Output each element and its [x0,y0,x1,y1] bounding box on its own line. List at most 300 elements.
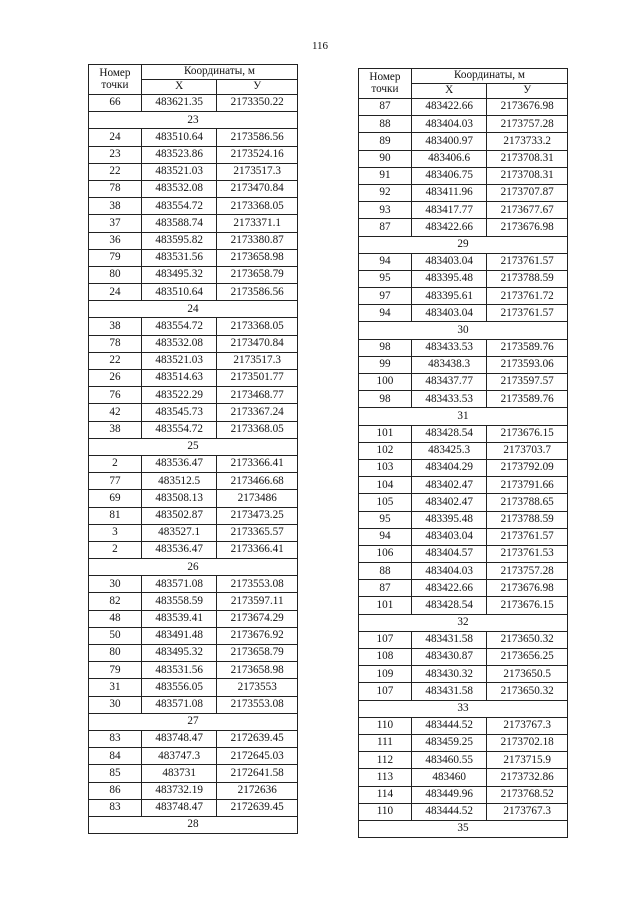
point-number-cell: 101 [359,425,412,442]
y-coordinate-cell: 2173658.79 [217,645,298,662]
table-row [89,662,298,679]
table-row [359,563,568,580]
x-coordinate-cell: 483404.03 [411,116,487,133]
x-coordinate-cell: 483404.29 [411,459,487,476]
point-number-cell: 77 [89,473,142,490]
x-coordinate-cell: 483571.08 [141,576,217,593]
x-coordinate-cell: 483404.57 [411,545,487,562]
table-row [89,679,298,696]
y-coordinate-cell: 2173676.15 [487,425,568,442]
x-coordinate-cell: 483444.52 [411,803,487,820]
table-row [89,576,298,593]
table-row [89,249,298,266]
point-number-cell: 78 [89,335,142,352]
table-row [359,425,568,442]
y-coordinate-cell: 2173597.57 [487,374,568,391]
point-number-header [89,65,142,95]
y-coordinate-cell: 2173708.31 [487,150,568,167]
y-coordinate-cell: 2173368.05 [217,198,298,215]
section-row [359,700,568,717]
table-row [359,511,568,528]
y-coordinate-cell: 2173365.57 [217,524,298,541]
y-coordinate-cell: 2173553 [217,679,298,696]
y-coordinate-cell: 2173761.72 [487,288,568,305]
y-coordinate-cell: 2172641.58 [217,765,298,782]
table-row [359,305,568,322]
table-row [89,473,298,490]
point-number-header-line2: точки [371,82,399,95]
y-coordinate-cell: 2173733.2 [487,133,568,150]
table-row [359,580,568,597]
x-coordinate-cell: 483747.3 [141,748,217,765]
y-coordinate-cell: 2173650.5 [487,666,568,683]
page-number: 116 [311,40,329,52]
x-column-header: X [411,84,487,99]
point-number-cell: 2 [89,541,142,558]
x-coordinate-cell: 483532.08 [141,180,217,197]
point-number-cell: 94 [359,305,412,322]
section-row [359,322,568,339]
point-number-cell: 114 [359,786,412,803]
point-number-cell: 83 [89,730,142,747]
y-coordinate-cell: 2173676.98 [487,99,568,116]
y-coordinate-cell: 2173473.25 [217,507,298,524]
x-coordinate-cell: 483460 [411,769,487,786]
section-row [89,559,298,576]
x-coordinate-cell: 483536.47 [141,455,217,472]
table-row [359,442,568,459]
table-row [89,370,298,387]
point-number-cell: 90 [359,150,412,167]
point-number-cell: 98 [359,391,412,408]
point-number-cell: 48 [89,610,142,627]
table-row [359,803,568,820]
x-coordinate-cell: 483545.73 [141,404,217,421]
table-row [359,786,568,803]
y-coordinate-cell: 2173702.18 [487,734,568,751]
table-row [89,730,298,747]
point-number-cell: 76 [89,387,142,404]
y-coordinate-cell: 2173658.79 [217,266,298,283]
x-coordinate-cell: 483495.32 [141,266,217,283]
table-row [89,645,298,662]
y-coordinate-cell: 2173593.06 [487,356,568,373]
point-number-cell: 78 [89,180,142,197]
point-number-cell: 101 [359,597,412,614]
x-coordinate-cell: 483556.05 [141,679,217,696]
y-coordinate-cell: 2173553.08 [217,696,298,713]
point-number-cell: 30 [89,576,142,593]
y-coordinate-cell: 2173732.86 [487,769,568,786]
point-number-cell: 110 [359,717,412,734]
section-number: 33 [359,700,568,717]
x-coordinate-cell: 483502.87 [141,507,217,524]
point-number-header-line2: точки [101,78,129,91]
table-row [89,490,298,507]
point-number-cell: 97 [359,288,412,305]
table-row [89,782,298,799]
table-row [89,799,298,816]
x-coordinate-cell: 483460.55 [411,752,487,769]
y-coordinate-cell: 2173707.87 [487,184,568,201]
table-row [89,318,298,335]
point-number-cell: 22 [89,163,142,180]
y-coordinate-cell: 2173650.32 [487,683,568,700]
table-row [359,631,568,648]
x-coordinate-cell: 483539.41 [141,610,217,627]
section-number: 32 [359,614,568,631]
x-coordinate-cell: 483428.54 [411,597,487,614]
table-row [359,184,568,201]
x-coordinate-cell: 483449.96 [411,786,487,803]
table-row [359,752,568,769]
section-number: 30 [359,322,568,339]
y-coordinate-cell: 2173767.3 [487,717,568,734]
x-coordinate-cell: 483554.72 [141,198,217,215]
x-coordinate-cell: 483422.66 [411,99,487,116]
x-coordinate-cell: 483417.77 [411,202,487,219]
point-number-cell: 99 [359,356,412,373]
point-number-cell: 94 [359,253,412,270]
point-number-header-line1: Номер [369,71,401,84]
x-coordinate-cell: 483406.6 [411,150,487,167]
y-coordinate-cell: 2173597.11 [217,593,298,610]
y-coordinate-cell: 2173368.05 [217,318,298,335]
point-number-cell: 111 [359,734,412,751]
y-coordinate-cell: 2173517.3 [217,352,298,369]
point-number-cell: 82 [89,593,142,610]
coordinates-table-right [358,68,568,838]
point-number-header [359,69,412,99]
y-coordinate-cell: 2173767.3 [487,803,568,820]
point-number-cell: 95 [359,270,412,287]
table-row [359,167,568,184]
x-coordinate-cell: 483444.52 [411,717,487,734]
table-row [89,627,298,644]
point-number-header-line1: Номер [99,67,131,80]
section-number: 26 [89,559,298,576]
table-row [359,202,568,219]
point-number-cell: 80 [89,645,142,662]
point-number-cell: 109 [359,666,412,683]
point-number-cell: 88 [359,563,412,580]
x-coordinate-cell: 483531.56 [141,662,217,679]
table-row [359,150,568,167]
y-coordinate-cell: 2173708.31 [487,167,568,184]
table-row [359,219,568,236]
x-coordinate-cell: 483402.47 [411,494,487,511]
point-number-cell: 31 [89,679,142,696]
point-number-cell: 107 [359,631,412,648]
y-coordinate-cell: 2173380.87 [217,232,298,249]
point-number-cell: 24 [89,284,142,301]
y-coordinate-cell: 2173703.7 [487,442,568,459]
table-row [359,683,568,700]
table-row [89,95,298,112]
table-row [89,524,298,541]
x-coordinate-cell: 483433.53 [411,391,487,408]
section-row [359,820,568,837]
point-number-cell: 87 [359,219,412,236]
x-coordinate-cell: 483554.72 [141,421,217,438]
point-number-cell: 84 [89,748,142,765]
y-coordinate-cell: 2173468.77 [217,387,298,404]
table-row [89,748,298,765]
x-coordinate-cell: 483510.64 [141,129,217,146]
point-number-cell: 38 [89,198,142,215]
y-coordinate-cell: 2173791.66 [487,477,568,494]
y-coordinate-cell: 2173792.09 [487,459,568,476]
point-number-cell: 85 [89,765,142,782]
point-number-cell: 112 [359,752,412,769]
point-number-cell: 23 [89,146,142,163]
table-row [359,597,568,614]
section-number: 24 [89,301,298,318]
point-number-cell: 30 [89,696,142,713]
x-coordinate-cell: 483523.86 [141,146,217,163]
y-coordinate-cell: 2172636 [217,782,298,799]
table-row [359,528,568,545]
point-number-cell: 94 [359,528,412,545]
point-number-cell: 95 [359,511,412,528]
point-number-cell: 2 [89,455,142,472]
table-row [89,198,298,215]
point-number-cell: 66 [89,95,142,112]
table-row [89,455,298,472]
point-number-cell: 26 [89,370,142,387]
y-coordinate-cell: 2173757.28 [487,563,568,580]
table-row [89,335,298,352]
x-coordinate-cell: 483400.97 [411,133,487,150]
section-number: 35 [359,820,568,837]
y-coordinate-cell: 2173589.76 [487,391,568,408]
y-coordinate-cell: 2173586.56 [217,284,298,301]
y-coordinate-cell: 2173367.24 [217,404,298,421]
x-coordinate-cell: 483395.61 [411,288,487,305]
x-coordinate-cell: 483522.29 [141,387,217,404]
x-coordinate-cell: 483406.75 [411,167,487,184]
x-coordinate-cell: 483510.64 [141,284,217,301]
y-coordinate-cell: 2173761.57 [487,305,568,322]
x-coordinate-cell: 483531.56 [141,249,217,266]
point-number-cell: 24 [89,129,142,146]
y-coordinate-cell: 2173788.59 [487,270,568,287]
section-number: 29 [359,236,568,253]
point-number-cell: 113 [359,769,412,786]
point-number-cell: 92 [359,184,412,201]
point-number-cell: 104 [359,477,412,494]
point-number-cell: 91 [359,167,412,184]
y-coordinate-cell: 2173517.3 [217,163,298,180]
table-row [359,374,568,391]
table-row [89,266,298,283]
point-number-cell: 87 [359,580,412,597]
table-row [359,253,568,270]
table-row [359,391,568,408]
x-coordinate-cell: 483402.47 [411,477,487,494]
x-coordinate-cell: 483521.03 [141,352,217,369]
x-coordinate-cell: 483571.08 [141,696,217,713]
table-row [89,129,298,146]
x-coordinate-cell: 483748.47 [141,799,217,816]
x-coordinate-cell: 483521.03 [141,163,217,180]
point-number-cell: 105 [359,494,412,511]
point-number-cell: 79 [89,662,142,679]
table-row [359,356,568,373]
x-column-header: X [141,80,217,95]
table-row [89,387,298,404]
x-coordinate-cell: 483558.59 [141,593,217,610]
y-coordinate-cell: 2173586.56 [217,129,298,146]
point-number-cell: 110 [359,803,412,820]
table-row [89,215,298,232]
x-coordinate-cell: 483403.04 [411,305,487,322]
x-coordinate-cell: 483437.77 [411,374,487,391]
y-coordinate-cell: 2172639.45 [217,730,298,747]
x-coordinate-cell: 483495.32 [141,645,217,662]
table-row [359,717,568,734]
section-number: 31 [359,408,568,425]
x-coordinate-cell: 483438.3 [411,356,487,373]
y-coordinate-cell: 2173788.65 [487,494,568,511]
y-column-header: У [487,84,568,99]
coordinates-table-left [88,64,298,834]
table-row [359,477,568,494]
point-number-cell: 89 [359,133,412,150]
point-number-cell: 81 [89,507,142,524]
y-column-header: У [217,80,298,95]
point-number-cell: 86 [89,782,142,799]
section-number: 28 [89,816,298,833]
table-row [89,696,298,713]
point-number-cell: 3 [89,524,142,541]
table-row [359,649,568,666]
table-row [89,421,298,438]
y-coordinate-cell: 2173366.41 [217,541,298,558]
y-coordinate-cell: 2173761.57 [487,253,568,270]
x-coordinate-cell: 483430.32 [411,666,487,683]
y-coordinate-cell: 2173486 [217,490,298,507]
point-number-cell: 107 [359,683,412,700]
point-number-cell: 36 [89,232,142,249]
point-number-cell: 38 [89,318,142,335]
x-coordinate-cell: 483554.72 [141,318,217,335]
y-coordinate-cell: 2173524.16 [217,146,298,163]
point-number-cell: 102 [359,442,412,459]
x-coordinate-cell: 483395.48 [411,511,487,528]
point-number-cell: 22 [89,352,142,369]
y-coordinate-cell: 2173761.53 [487,545,568,562]
x-coordinate-cell: 483395.48 [411,270,487,287]
y-coordinate-cell: 2173761.57 [487,528,568,545]
x-coordinate-cell: 483588.74 [141,215,217,232]
x-coordinate-cell: 483514.63 [141,370,217,387]
point-number-cell: 106 [359,545,412,562]
x-coordinate-cell: 483532.08 [141,335,217,352]
table-row [359,116,568,133]
table-row [359,339,568,356]
section-row [89,438,298,455]
table-row [359,494,568,511]
point-number-cell: 79 [89,249,142,266]
table-row [359,459,568,476]
x-coordinate-cell: 483536.47 [141,541,217,558]
section-row [359,408,568,425]
point-number-cell: 93 [359,202,412,219]
table-row [89,404,298,421]
section-row [359,614,568,631]
x-coordinate-cell: 483428.54 [411,425,487,442]
x-coordinate-cell: 483430.87 [411,649,487,666]
table-row [89,507,298,524]
y-coordinate-cell: 2173715.9 [487,752,568,769]
table-row [89,163,298,180]
y-coordinate-cell: 2173371.1 [217,215,298,232]
y-coordinate-cell: 2173676.15 [487,597,568,614]
x-coordinate-cell: 483731 [141,765,217,782]
x-coordinate-cell: 483748.47 [141,730,217,747]
y-coordinate-cell: 2173788.59 [487,511,568,528]
point-number-cell: 103 [359,459,412,476]
point-number-cell: 50 [89,627,142,644]
section-row [89,816,298,833]
x-coordinate-cell: 483621.35 [141,95,217,112]
x-coordinate-cell: 483422.66 [411,219,487,236]
table-row [89,180,298,197]
table-row [359,769,568,786]
point-number-cell: 108 [359,649,412,666]
y-coordinate-cell: 2173677.67 [487,202,568,219]
point-number-cell: 88 [359,116,412,133]
section-number: 25 [89,438,298,455]
coordinates-header: Координаты, м [141,65,297,80]
y-coordinate-cell: 2173366.41 [217,455,298,472]
table-row [359,734,568,751]
table-row [89,284,298,301]
section-row [89,713,298,730]
y-coordinate-cell: 2173676.98 [487,219,568,236]
x-coordinate-cell: 483403.04 [411,253,487,270]
x-coordinate-cell: 483422.66 [411,580,487,597]
table-row [359,666,568,683]
y-coordinate-cell: 2173650.32 [487,631,568,648]
x-coordinate-cell: 483425.3 [411,442,487,459]
table-row [89,352,298,369]
table-row [359,133,568,150]
point-number-cell: 37 [89,215,142,232]
table-row [89,610,298,627]
section-row [89,301,298,318]
x-coordinate-cell: 483411.96 [411,184,487,201]
y-coordinate-cell: 2173658.98 [217,249,298,266]
x-coordinate-cell: 483403.04 [411,528,487,545]
section-row [89,112,298,129]
y-coordinate-cell: 2173768.52 [487,786,568,803]
point-number-cell: 87 [359,99,412,116]
point-number-cell: 69 [89,490,142,507]
y-coordinate-cell: 2173656.25 [487,649,568,666]
y-coordinate-cell: 2173676.92 [217,627,298,644]
table-row [89,232,298,249]
x-coordinate-cell: 483527.1 [141,524,217,541]
y-coordinate-cell: 2173676.98 [487,580,568,597]
y-coordinate-cell: 2173553.08 [217,576,298,593]
x-coordinate-cell: 483431.58 [411,683,487,700]
table-row [89,541,298,558]
table-row [89,146,298,163]
y-coordinate-cell: 2173589.76 [487,339,568,356]
x-coordinate-cell: 483431.58 [411,631,487,648]
